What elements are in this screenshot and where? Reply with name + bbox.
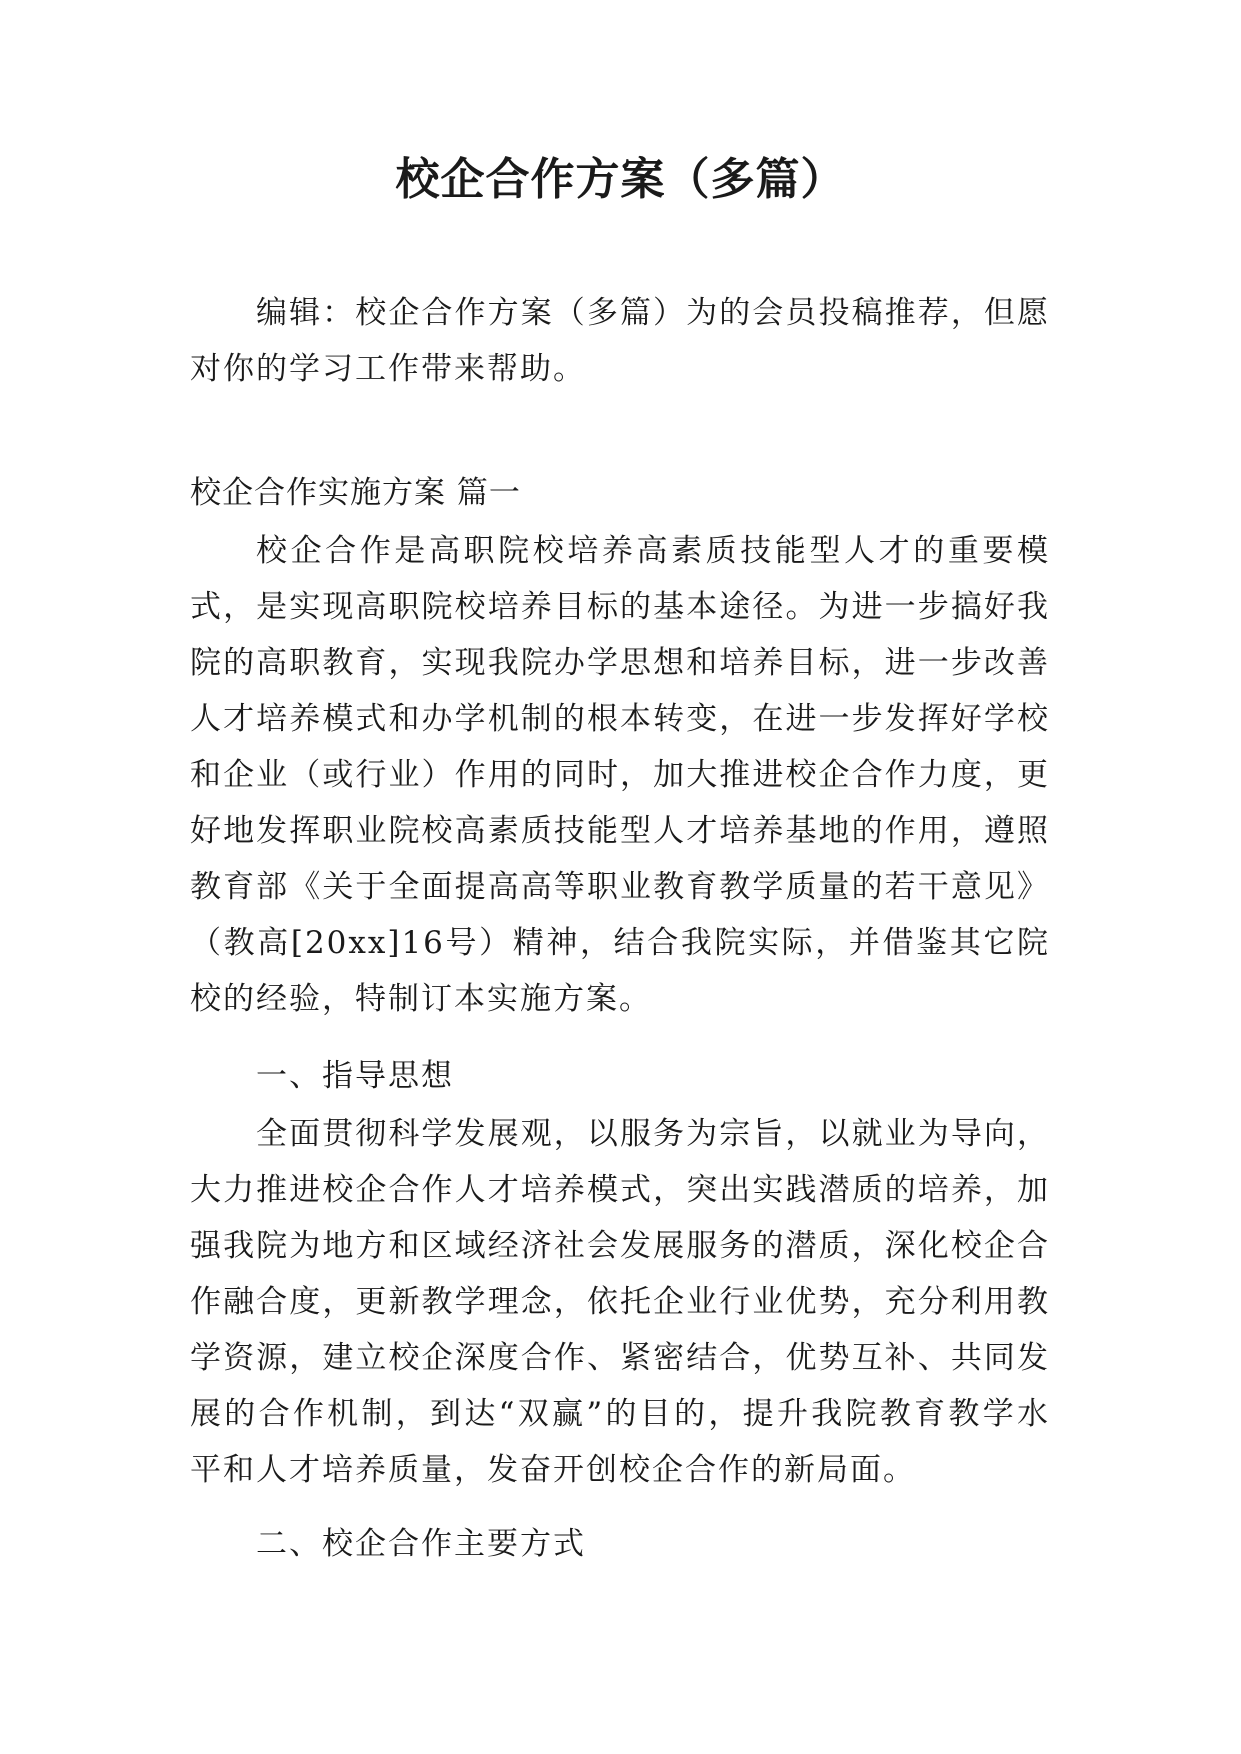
paragraph-intro: 校企合作是高职院校培养高素质技能型人才的重要模式，是实现高职院校培养目标的基本途径。为进一步搞好我院的高职教育，实现我院办学思想和培养目标，进一步改善人才培养模式和办学机制的根本转变，在进一步发挥好学校和企业（或行业）作用的同时，加大推进校企合作力度，更好地发挥职业院校高素质技能型人才培养基地的作用，遵照教育部《关于全面提高高等职业教育教学质量的若干意见》（教高[20xx]16号）精神，结合我院实际，并借鉴其它院校的经验，特制订本实施方案。 [190, 533, 1050, 1017]
heading-cooperation-methods: 二、校企合作主要方式 [256, 1526, 586, 1562]
heading-guiding-ideology: 一、指导思想 [256, 1058, 454, 1094]
section-title: 校企合作实施方案 篇一 [190, 475, 521, 511]
editor-intro: 编辑：校企合作方案（多篇）为的会员投稿推荐，但愿对你的学习工作带来帮助。 [190, 295, 1050, 387]
document-title: 校企合作方案（多篇） [395, 154, 846, 205]
paragraph-guiding-ideology: 全面贯彻科学发展观，以服务为宗旨，以就业为导向，大力推进校企合作人才培养模式，突出实践潜质的培养，加强我院为地方和区域经济社会发展服务的潜质，深化校企合作融合度，更新教学理念，依托企业行业优势，充分利用教学资源，建立校企深度合作、紧密结合，优势互补、共同发展的合作机制，到达“双赢”的目的，提升我院教育教学水平和人才培养质量，发奋开创校企合作的新局面。 [190, 1116, 1050, 1488]
